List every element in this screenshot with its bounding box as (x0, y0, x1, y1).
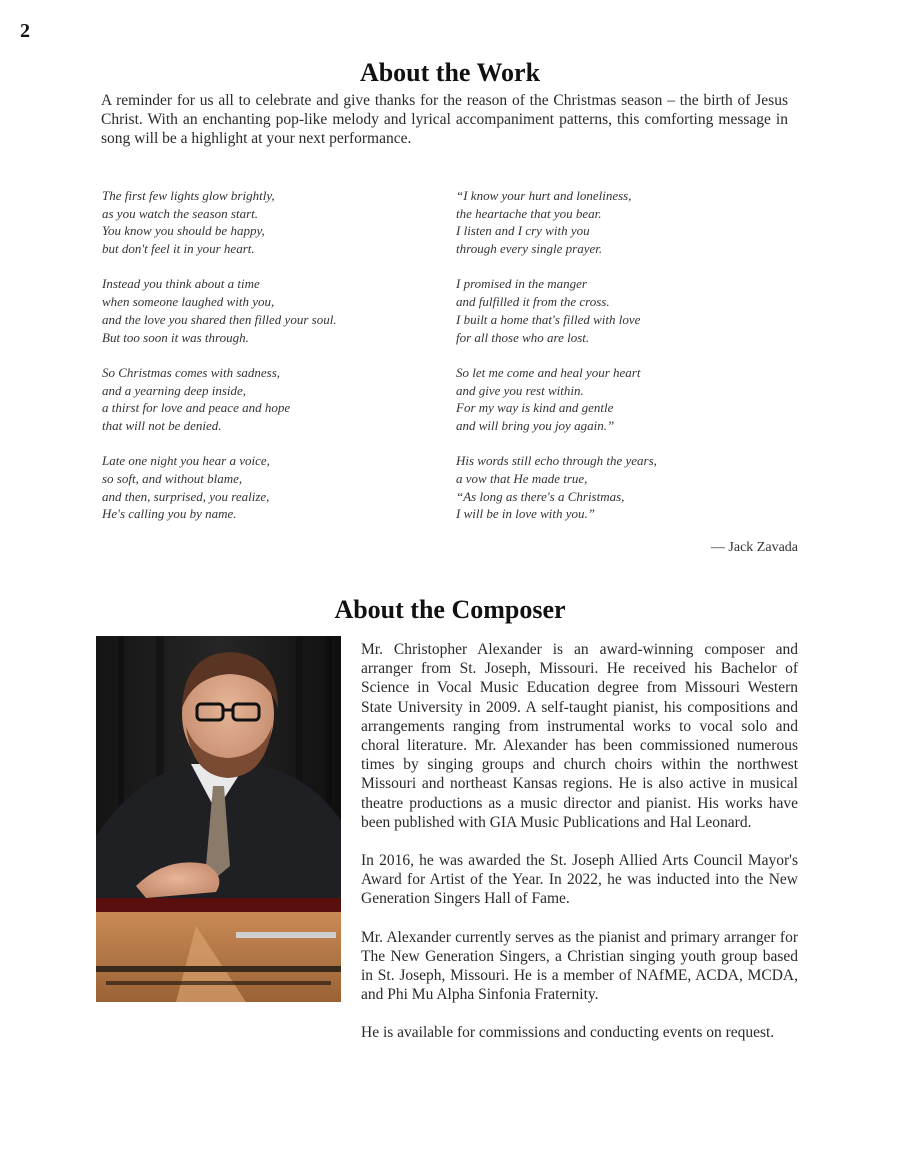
poem-line: He's calling you by name. (102, 506, 237, 522)
poem-line: when someone laughed with you, (102, 294, 275, 310)
poem-line: as you watch the season start. (102, 205, 258, 221)
poem-line: Instead you think about a time (102, 276, 260, 292)
composer-photo (96, 636, 341, 1002)
poem-right-column (456, 187, 786, 541)
poem-line: “As long as there's a Christmas, (456, 488, 625, 504)
poem-stanza (456, 452, 786, 523)
composer-bio-paragraph-2: In 2016, he was awarded the St. Joseph Allied Arts Council Mayor's Award for Artist of the Year. In 2022, he was inducted into the New Generation Singers Hall of Fame. (361, 852, 798, 908)
poem-line: So Christmas comes with sadness, (102, 364, 281, 380)
poem-stanza (102, 364, 432, 435)
poem-line: I built a home that's filled with love (456, 311, 641, 327)
poem-line: that will not be denied. (102, 417, 222, 433)
poem-line: I promised in the manger (456, 276, 587, 292)
poem-line: I will be in love with you.” (456, 506, 596, 522)
poem-left-column (102, 187, 432, 541)
poem-line: But too soon it was through. (102, 329, 249, 345)
about-work-intro: A reminder for us all to celebrate and give thanks for the reason of the Christmas season – the birth of Jesus Christ. With an enchanting pop-like melody and lyrical accompaniment patterns, this comforting message in song will be a highlight at your next performance. (101, 92, 788, 147)
about-composer-title: About the Composer (334, 595, 566, 624)
poem-line: For my way is kind and gentle (456, 400, 614, 416)
poem-line: the heartache that you bear. (456, 205, 602, 221)
poem-stanza (102, 275, 432, 346)
poem-line: and give you rest within. (456, 382, 584, 398)
page-number: 2 (20, 20, 30, 42)
poem-line: I listen and I cry with you (456, 223, 590, 239)
poem-line: Late one night you hear a voice, (102, 453, 270, 469)
poem-line: a thirst for love and peace and hope (102, 400, 291, 416)
poem-line: The first few lights glow brightly, (102, 188, 275, 203)
poem-stanza (456, 187, 786, 258)
poem-line: You know you should be happy, (102, 223, 265, 239)
about-work-title: About the Work (359, 58, 541, 87)
composer-bio-paragraph-1: Mr. Christopher Alexander is an award-winning composer and arranger from St. Joseph, Missouri. He received his Bachelor of Science in Vocal Music Education degree from Missouri Western State University in 2009. A self-taught pianist, his compositions and arrangements ranging from instrumental works to vocal solo and choral literature. Mr. Alexander has been commissioned numerous times by singing groups and church choirs within the northwest Missouri and northeast Kansas regions. He is also active in musical theatre productions as a music director and pianist. His works have been published with GIA Music Publications and Hal Leonard. (361, 641, 798, 831)
poem-line: so soft, and without blame, (102, 470, 243, 486)
poem-line: through every single prayer. (456, 241, 603, 257)
poem-attribution: — Jack Zavada (710, 540, 798, 555)
poem-line: So let me come and heal your heart (456, 364, 641, 380)
poem-stanza (456, 364, 786, 435)
poem-stanza (102, 452, 432, 523)
poem-line: and fulfilled it from the cross. (456, 294, 610, 310)
poem-line: a vow that He made true, (456, 470, 588, 486)
poem-line: and the love you shared then filled your soul. (102, 311, 337, 327)
poem-line: for all those who are lost. (456, 329, 590, 345)
poem-line: “I know your hurt and loneliness, (456, 188, 632, 203)
poem-line: and then, surprised, you realize, (102, 488, 270, 504)
composer-bio (361, 640, 798, 1062)
poem-line: and a yearning deep inside, (102, 382, 247, 398)
poem-line: His words still echo through the years, (456, 453, 657, 469)
poem-stanza (456, 275, 786, 346)
poem-stanza (102, 187, 432, 258)
composer-bio-paragraph-4: He is available for commissions and conducting events on request. (361, 1024, 775, 1042)
composer-bio-paragraph-3: Mr. Alexander currently serves as the pianist and primary arranger for The New Generation Singers, a Christian singing youth group based in St. Joseph, Missouri. He is a member of NAfME, ACDA, MCDA, and Phi Mu Alpha Sinfonia Fraternity. (361, 928, 798, 1004)
poem-line: and will bring you joy again.” (456, 417, 615, 433)
poem-line: but don't feel it in your heart. (102, 241, 255, 257)
